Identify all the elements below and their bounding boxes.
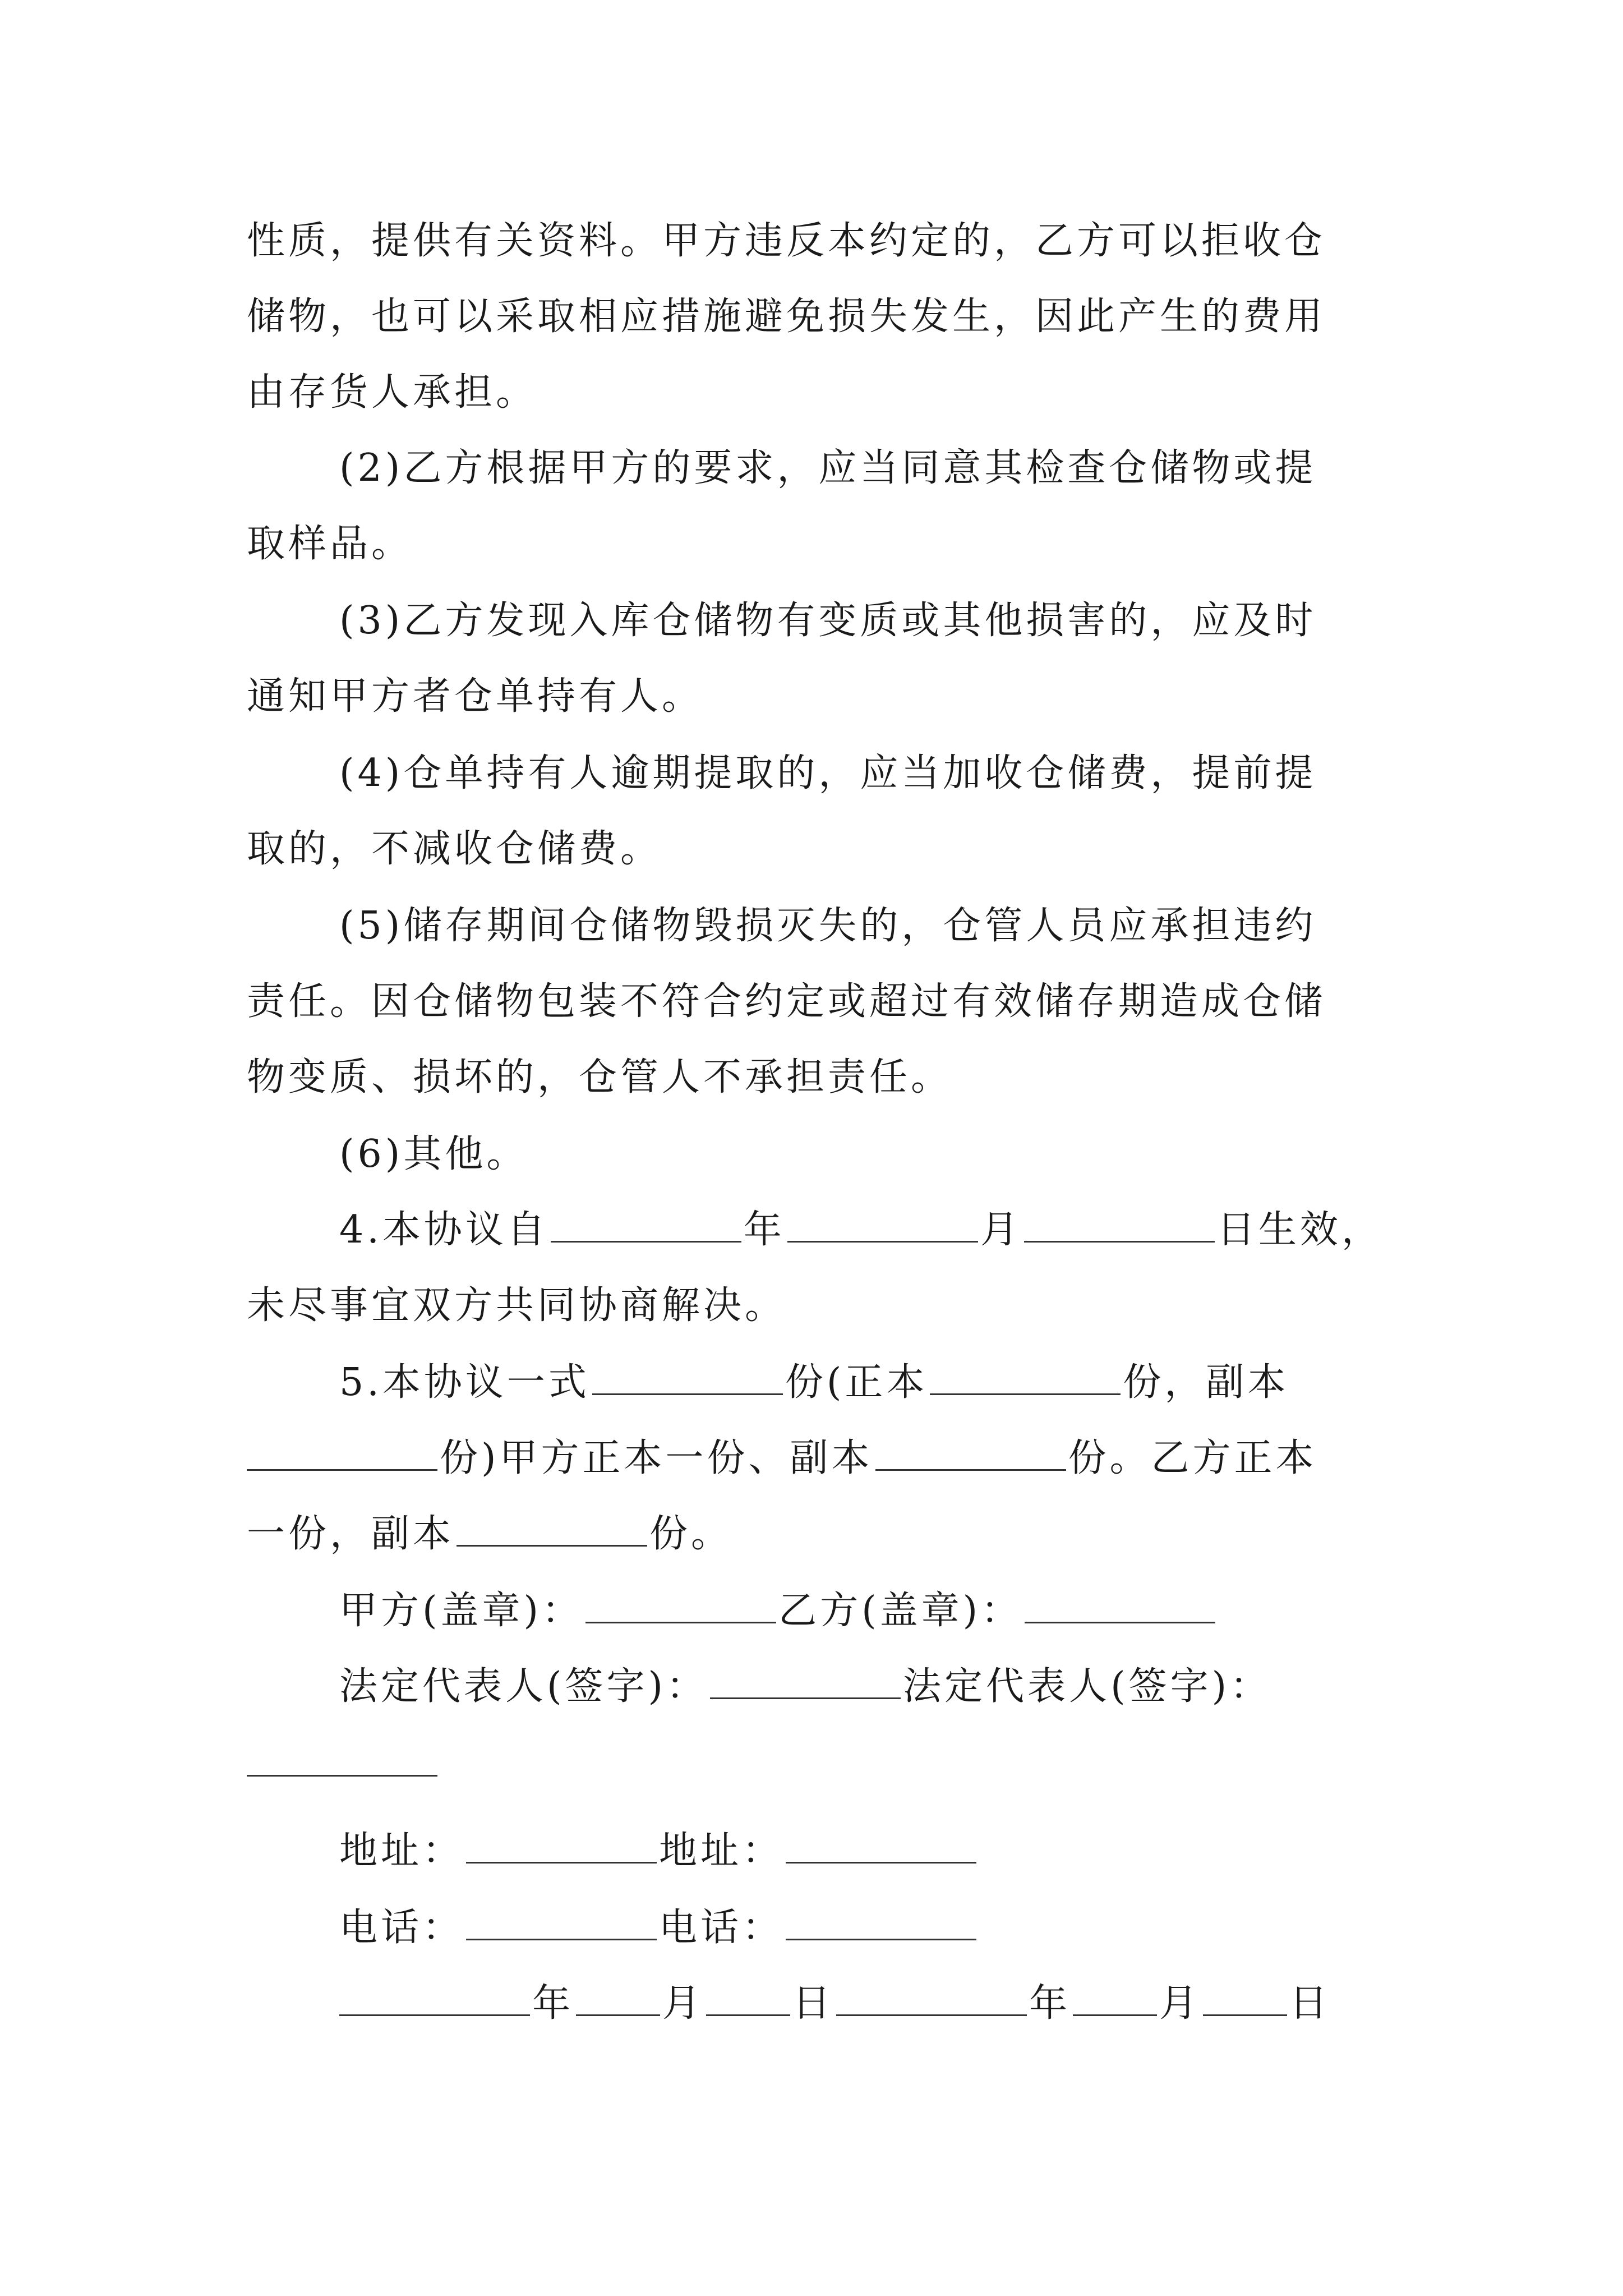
year-label: 年 xyxy=(743,1208,785,1252)
copies-total-blank[interactable] xyxy=(592,1359,783,1395)
original-label: 份(正本 xyxy=(785,1360,928,1405)
party-a-month-blank[interactable] xyxy=(576,1980,660,2016)
party-b-seal-blank[interactable] xyxy=(1025,1587,1215,1623)
para8-line3 xyxy=(247,1509,1391,1559)
para5-line1: (5)储存期间仓储物毁损灭失的，仓管人员应承担违约 xyxy=(339,904,1317,948)
para8-line2 xyxy=(247,1433,1391,1484)
para3-line1: (3)乙方发现入库仓储物有变质或其他损害的，应及时 xyxy=(339,599,1317,643)
copies-end-label: 份。 xyxy=(649,1512,733,1556)
party-a-rep-label: 法定代表人(签字)： xyxy=(339,1664,708,1709)
para4-line2: 取的，不减收仓储费。 xyxy=(247,827,662,871)
party-a-day-blank[interactable] xyxy=(706,1980,790,2016)
party-a-address-label: 地址： xyxy=(339,1829,464,1873)
date-line xyxy=(339,1978,1394,2029)
para3-line2: 通知甲方者仓单持有人。 xyxy=(247,674,704,719)
party-a-address-blank[interactable] xyxy=(466,1827,657,1864)
party-b-rep-label: 法定代表人(签字)： xyxy=(903,1664,1272,1709)
party-a-year-blank[interactable] xyxy=(339,1980,530,2016)
para4-line1: (4)仓单持有人逾期提取的，应当加收仓储费，提前提 xyxy=(339,751,1317,795)
party-b-day-blank[interactable] xyxy=(1203,1980,1287,2016)
party-a-phone-blank[interactable] xyxy=(466,1904,657,1940)
para7-line2: 未尽事宜双方共同协商解决。 xyxy=(247,1283,787,1328)
representative-line xyxy=(339,1662,1394,1712)
party-a-day-label: 日 xyxy=(792,1981,834,2026)
party-b-month-label: 月 xyxy=(1159,1981,1201,2026)
party-b-year-label: 年 xyxy=(1029,1981,1071,2026)
month-label: 月 xyxy=(980,1208,1022,1252)
para1-line1: 性质，提供有关资料。甲方违反本约定的，乙方可以拒收仓 xyxy=(247,219,1326,263)
effective-from-label: 4.本协议自 xyxy=(339,1208,548,1252)
para5-line3: 物变质、损坏的，仓管人不承担责任。 xyxy=(247,1055,953,1099)
effective-day-blank[interactable] xyxy=(1024,1206,1215,1243)
duplicates-blank[interactable] xyxy=(247,1434,437,1471)
representative-continued xyxy=(247,1739,1391,1789)
duplicate-label: 份，副本 xyxy=(1123,1360,1289,1405)
party-b-year-blank[interactable] xyxy=(836,1980,1027,2016)
party-a-phone-label: 电话： xyxy=(339,1906,464,1950)
party-a-duplicates-blank[interactable] xyxy=(875,1434,1066,1471)
party-a-seal-blank[interactable] xyxy=(585,1587,776,1623)
party-b-copies-label: 份。乙方正本 xyxy=(1068,1436,1317,1480)
party-b-duplicates-blank[interactable] xyxy=(457,1510,647,1547)
party-b-phone-label: 电话： xyxy=(659,1906,784,1950)
party-a-month-label: 月 xyxy=(662,1981,704,2026)
phone-line xyxy=(339,1903,1394,1953)
day-effective-label: 日生效， xyxy=(1216,1208,1383,1252)
party-a-seal-label: 甲方(盖章)： xyxy=(339,1589,584,1633)
address-line xyxy=(339,1826,1394,1876)
para7-line1 xyxy=(339,1205,1394,1255)
party-b-rep-blank[interactable] xyxy=(247,1740,437,1777)
party-a-rep-blank[interactable] xyxy=(710,1663,901,1699)
party-a-copies-label: 份)甲方正本一份、副本 xyxy=(440,1436,873,1480)
party-b-address-blank[interactable] xyxy=(786,1827,976,1864)
effective-year-blank[interactable] xyxy=(551,1206,741,1243)
party-b-phone-blank[interactable] xyxy=(786,1904,976,1940)
effective-month-blank[interactable] xyxy=(787,1206,978,1243)
para6-line1: (6)其他。 xyxy=(339,1132,528,1176)
para1-line3: 由存货人承担。 xyxy=(247,370,538,415)
para2-line1: (2)乙方根据甲方的要求，应当同意其检查仓储物或提 xyxy=(339,446,1317,490)
para5-line2: 责任。因仓储物包装不符合约定或超过有效储存期造成仓储 xyxy=(247,979,1326,1024)
party-b-seal-label: 乙方(盖章)： xyxy=(778,1589,1023,1633)
para1-line2: 储物，也可以采取相应措施避免损失发生，因此产生的费用 xyxy=(247,295,1326,339)
copies-label: 5.本协议一式 xyxy=(339,1360,590,1405)
party-b-day-label: 日 xyxy=(1289,1981,1331,2026)
party-b-address-label: 地址： xyxy=(659,1829,784,1873)
party-b-duplicate-label: 一份，副本 xyxy=(247,1512,455,1556)
originals-blank[interactable] xyxy=(930,1359,1121,1395)
party-a-year-label: 年 xyxy=(532,1981,574,2026)
party-b-month-blank[interactable] xyxy=(1073,1980,1157,2016)
para8-line1 xyxy=(339,1358,1394,1408)
seal-line xyxy=(339,1586,1394,1636)
para2-line2: 取样品。 xyxy=(247,522,413,566)
